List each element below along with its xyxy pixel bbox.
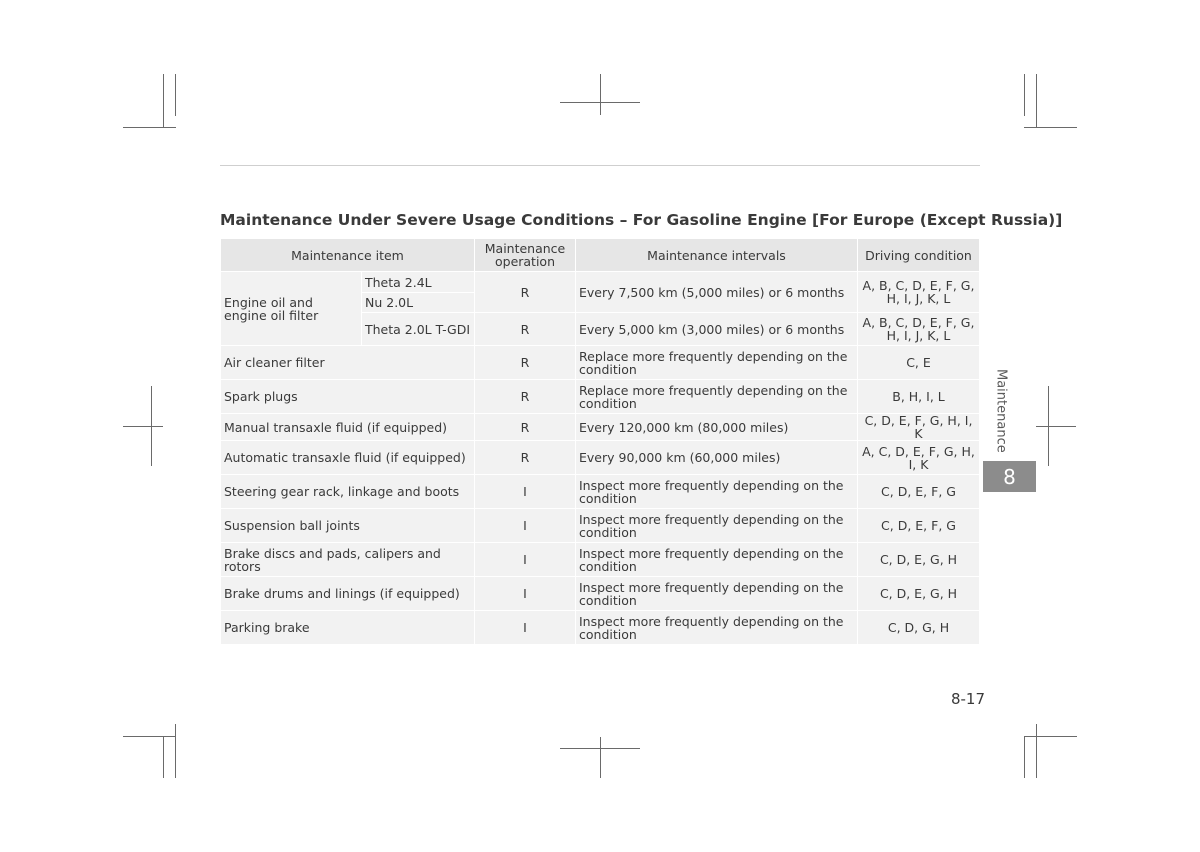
item-cell: Suspension ball joints [221, 509, 475, 543]
engine-oil-item: Engine oil and engine oil filter [221, 272, 362, 346]
condition-cell: C, D, E, F, G [858, 509, 980, 543]
item-cell: Parking brake [221, 611, 475, 645]
interval-cell: Replace more frequently depending on the condition [576, 346, 858, 380]
table-row [221, 543, 980, 577]
condition-cell: A, C, D, E, F, G, H, I, K [858, 441, 980, 475]
condition-cell: B, H, I, L [858, 380, 980, 414]
operation-cell: I [475, 543, 576, 577]
item-cell: Manual transaxle fluid (if equipped) [221, 414, 475, 441]
item-cell: Automatic transaxle fluid (if equipped) [221, 441, 475, 475]
condition-cell: C, E [858, 346, 980, 380]
interval-cell: Inspect more frequently depending on the condition [576, 475, 858, 509]
table-row [221, 577, 980, 611]
table-header-row [221, 239, 980, 272]
operation-cell: R [475, 414, 576, 441]
page-number: 8-17 [950, 690, 985, 708]
item-cell: Brake drums and linings (if equipped) [221, 577, 475, 611]
operation-cell: R [475, 313, 576, 346]
item-cell: Spark plugs [221, 380, 475, 414]
table-row [221, 509, 980, 543]
header-maintenance-item: Maintenance item [221, 239, 475, 272]
section-title: Maintenance Under Severe Usage Conditions – For Gasoline Engine [For Europe (Except Russia)] [220, 211, 1063, 229]
item-cell: Steering gear rack, linkage and boots [221, 475, 475, 509]
operation-cell: I [475, 577, 576, 611]
header-maintenance-intervals: Maintenance intervals [576, 239, 858, 272]
header-maintenance-operation: Maintenance operation [475, 239, 576, 272]
engine-variant: Nu 2.0L [362, 293, 475, 313]
table-row [221, 414, 980, 441]
condition-cell: C, D, E, F, G, H, I, K [858, 414, 980, 441]
interval-cell: Inspect more frequently depending on the condition [576, 509, 858, 543]
table-row [221, 441, 980, 475]
interval-cell: Every 120,000 km (80,000 miles) [576, 414, 858, 441]
table-row [221, 346, 980, 380]
operation-cell: I [475, 509, 576, 543]
interval-cell: Inspect more frequently depending on the condition [576, 577, 858, 611]
interval-cell: Inspect more frequently depending on the condition [576, 611, 858, 645]
engine-variant: Theta 2.0L T-GDI [362, 313, 475, 346]
engine-variant: Theta 2.4L [362, 272, 475, 293]
header-rule [220, 165, 980, 166]
operation-cell: I [475, 611, 576, 645]
interval-cell: Every 90,000 km (60,000 miles) [576, 441, 858, 475]
item-cell: Brake discs and pads, calipers and rotors [221, 543, 475, 577]
operation-cell: R [475, 380, 576, 414]
maintenance-table [220, 238, 980, 645]
condition-cell: C, D, E, G, H [858, 543, 980, 577]
condition-cell: A, B, C, D, E, F, G, H, I, J, K, L [858, 313, 980, 346]
operation-cell: R [475, 441, 576, 475]
condition-cell: C, D, E, G, H [858, 577, 980, 611]
interval-cell: Inspect more frequently depending on the condition [576, 543, 858, 577]
interval-cell: Every 5,000 km (3,000 miles) or 6 months [576, 313, 858, 346]
interval-cell: Replace more frequently depending on the condition [576, 380, 858, 414]
operation-cell: R [475, 272, 576, 313]
chapter-tab: 8 [983, 461, 1036, 492]
table-row [221, 272, 980, 293]
item-cell: Air cleaner filter [221, 346, 475, 380]
header-driving-condition: Driving condition [858, 239, 980, 272]
chapter-side-label: Maintenance [993, 369, 1009, 453]
table-row [221, 380, 980, 414]
condition-cell: C, D, G, H [858, 611, 980, 645]
operation-cell: R [475, 346, 576, 380]
operation-cell: I [475, 475, 576, 509]
condition-cell: C, D, E, F, G [858, 475, 980, 509]
condition-cell: A, B, C, D, E, F, G, H, I, J, K, L [858, 272, 980, 313]
table-row [221, 475, 980, 509]
interval-cell: Every 7,500 km (5,000 miles) or 6 months [576, 272, 858, 313]
table-row [221, 611, 980, 645]
